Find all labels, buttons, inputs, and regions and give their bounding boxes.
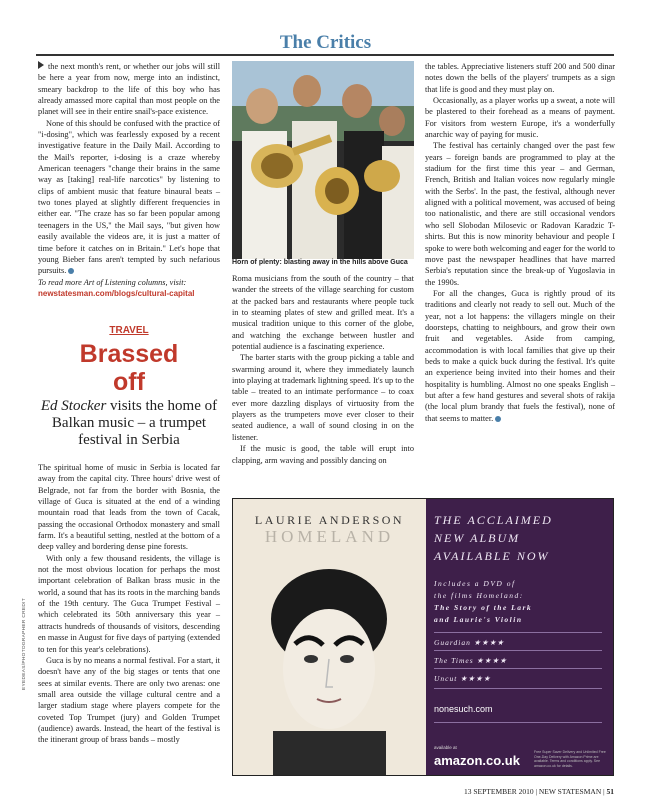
end-mark-icon (68, 268, 74, 274)
ad-review: Uncut ★★★★ (434, 674, 492, 683)
ad-album-title: HOMELAND (264, 527, 395, 546)
section-title: The Critics (279, 32, 372, 53)
album-advertisement[interactable] (232, 498, 644, 776)
ad-divider (434, 668, 602, 669)
ad-divider (434, 722, 602, 723)
ad-includes: and Laurie's Violin (434, 615, 523, 624)
article-column-3 (425, 61, 615, 424)
ad-headline: AVAILABLE NOW (434, 549, 550, 563)
paragraph: The festival has certainly changed over the past few years – foreign bands are programmed to play at the stadium for the first time this year – and German, French, British and Italian voices now regularly mingle with the Serbs'. In the past, the festival, although never aligned with a political movement, was accused of being too nationalistic, and there are still occasional vendors who sell Slobodan Milosevic or Radovan Karadzic T-shirts. But this is now minority behaviour and people I spoke to were both welcoming and eager for the world to move past the newspaper headlines that have marred Serbia's reputation since the break-up of Yugoslavia in the 1990s. (425, 141, 615, 287)
ad-website-link[interactable]: nonesuch.com (434, 704, 493, 714)
paragraph: Roma musicians from the south of the country – that wander the streets of the village searching for custom at the packed bars and restaurants where people tuck in to steaming plates of stew and grilled meat. It's a musical tradition unique to this corner of the globe, and watching the exchange between hustler and potential audience is a fascinating experience. (232, 274, 414, 352)
ad-headline: NEW ALBUM (434, 531, 521, 545)
paragraph: Occasionally, as a player works up a sweat, a note will be plastered to their forehead as a means of payment. For visitors from western Europe, it's a wonderfully anarchic way of paying for music. (425, 96, 615, 140)
section-kicker: TRAVEL (109, 325, 149, 336)
paragraph: If the music is good, the table will erupt into clapping, arm waving and possibly dancing on (232, 444, 414, 465)
article-headline: Brassed off (79, 340, 179, 396)
ad-divider (434, 688, 602, 689)
paragraph: The spiritual home of music in Serbia is located far away from the capital city. Three hours' drive west of Belgrade, not far from the border with Bosnia, the village of Guca is situated at the end of a winding mountain road that leads from the town of Cacak, passing the occasional Orthodox monastery and small farm. It's a beautiful setting, nestled at the bottom of a deep valley and bordering dense pine forests. (38, 463, 220, 552)
ad-includes: Includes a DVD of (434, 579, 516, 588)
paragraph: the next month's rent, or whether our jobs will still be here a year from now, merge into an indistinct, smeary backdrop to the life of this boy who has already amassed more capital than most people on the planet will see in their entire snail's-pace existence. (38, 62, 220, 117)
article-standfirst: Ed Stocker visits the home of Balkan music – a trumpet festival in Serbia (40, 398, 218, 448)
paragraph: None of this should be confused with the practice of "i-dosing", which was fearlessly exposed by a recent investigative feature in the Daily Mail. According to the Mail's reporter, i-dosing is a craze whereby American teenagers "change their brains in the same way as [taking] real-life narcotics" by listening to clips of ambient music that feature binaural beats – two tones played at slightly different frequencies in either ear. "The craze has so far been popular among teenagers in the US," the Mail says, "but given how easily available the videos are, it is just a matter of time before it catches on in Britain." Let's hope that young Bieber fans aren't tempted by such nefarious pursuits. (38, 118, 220, 276)
more-columns-link[interactable]: newstatesman.com/blogs/cultural-capital (38, 288, 195, 298)
photo-credit: EYEDEAS/PHOTOGRAPHER CREDIT (22, 598, 27, 690)
article-photo (232, 61, 414, 259)
continuation-arrow-icon (38, 61, 44, 69)
paragraph: Guca is by no means a normal festival. For a start, it doesn't have any of the big stages or tents that one sees at similar events. There are only two arenas: one small area outside the village cultural centre and a larger stadium stage where players compete for the coveted Top Trumpet (jury) and Golden Trumpet (audience) awards. Instead, the heart of the festival is the itinerant group of brass bands – mostly (38, 655, 220, 745)
end-mark-icon (495, 416, 501, 422)
ad-includes: the films Homeland: (434, 591, 524, 600)
ad-headline: THE ACCLAIMED (434, 513, 553, 527)
paragraph: The barter starts with the group picking a table and swarming around it, where they immediately launch into playing at trademark lightning speed. It's up to the table – treated to an intimate performance – to coax ever more dazzling displays of virtuosity from the players as the trumpeters move ever closer to their seated audience, a wall of sound closing in on the listener. (232, 353, 414, 442)
article-column-1 (38, 462, 220, 746)
ad-divider (434, 632, 602, 633)
article-column-2 (232, 273, 414, 466)
paragraph: the tables. Appreciative listeners stuff 200 and 500 dinar notes down the bells of the players' trumpets as a sign that life is good and they must play on. (425, 62, 615, 94)
ad-label-name: NONESUCH (620, 685, 644, 690)
previous-column-text (38, 61, 220, 299)
ad-review: Guardian ★★★★ (434, 638, 505, 647)
more-columns-note: To read more Art of Listening columns, visit: newstatesman.com/blogs/cultural-capital (38, 277, 195, 298)
paragraph: For all the changes, Guca is rightly proud of its traditions and clearly not ready to sell out. Much of the year, not a lot happens: the villagers mingle on their doorsteps, chatting to neighbours, and grow their own fruit and vegetables. Aside from camping, accommodation is with local families that give up their beds to make a quick buck during the festival. It's quite an experience being invited into their homes and their hospitality is humbling. Almost no one speaks English – but after a few hand gestures and several shots of rakija (the local plum brandy that fuels the festival), none of that seems to matter. (425, 288, 615, 423)
page-folio: 13 SEPTEMBER 2010 | NEW STATESMAN | 51 (463, 787, 614, 796)
ad-divider (434, 650, 602, 651)
ad-review: The Times ★★★★ (434, 656, 508, 665)
ad-copy (434, 499, 644, 775)
ad-fine-print: Free Super Saver Delivery and Unlimited Free One-Day Delivery with Amazon Prime are available. Terms and conditions apply. See amazon.co.uk for details. (534, 750, 606, 768)
ad-artwork (233, 499, 426, 775)
author-name: Ed Stocker (40, 398, 107, 414)
ad-artist: LAURIE ANDERSON (254, 513, 405, 527)
ad-available-at: available at (434, 745, 457, 750)
amazon-logo[interactable]: amazon.co.uk (434, 753, 520, 768)
nonesuch-logo-icon (624, 667, 640, 683)
header-rule (36, 54, 614, 56)
photo-caption: Horn of plenty: blasting away in the hills above Guca (232, 259, 408, 266)
artist-portrait (233, 499, 426, 775)
ad-includes: The Story of the Lark (434, 603, 533, 612)
paragraph: With only a few thousand residents, the village is not the most obvious location for perhaps the most important celebration of Balkan brass music in the world, a sound that has its roots in the marching bands of the 19th century. The Guca Trumpet Festival – which celebrated its 50th anniversary this year – attracts hundreds of thousands of visitors, descending en masse in August for five days of partying (extended to ten for this year's celebrations). (38, 553, 220, 654)
